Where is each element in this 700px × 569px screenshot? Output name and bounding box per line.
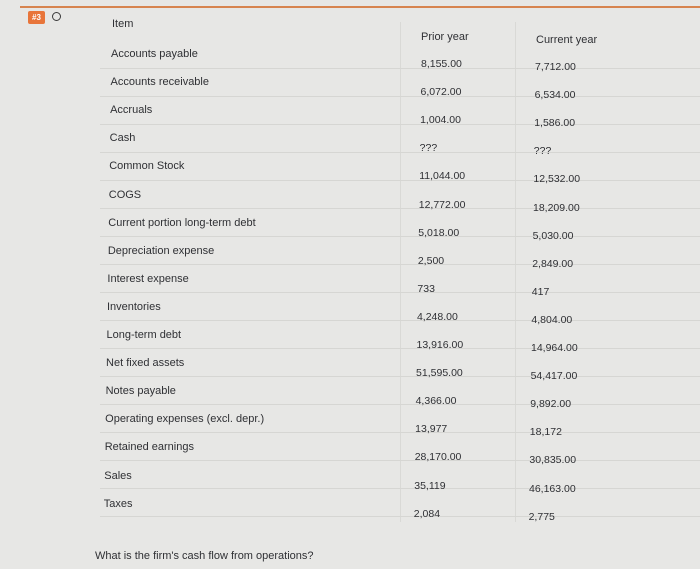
row-item-label: Retained earnings [104, 441, 194, 454]
row-prior-value: 2,500 [417, 254, 445, 267]
row-prior-value: 4,248.00 [416, 310, 458, 323]
table-row [100, 348, 700, 383]
table-row [100, 320, 700, 354]
row-item-label: COGS [108, 188, 142, 201]
status-circle-icon [52, 12, 61, 21]
table-row [100, 236, 700, 270]
row-prior-value: 5,018.00 [418, 226, 460, 239]
row-current-value: 417 [531, 285, 550, 298]
row-prior-value: 11,044.00 [419, 170, 466, 183]
table-row [100, 40, 700, 73]
table-row [100, 488, 700, 523]
row-current-value: 9,892.00 [530, 398, 572, 411]
header-prior-year: Prior year [421, 31, 469, 43]
row-item-label: Notes payable [105, 385, 176, 398]
table-row [100, 376, 700, 411]
row-current-value: 30,835.00 [529, 454, 577, 467]
row-current-value: 6,534.00 [534, 89, 576, 102]
row-item-label: Current portion long-term debt [108, 216, 256, 229]
row-item-label: Cash [109, 132, 136, 145]
row-item-label: Accounts receivable [110, 76, 209, 89]
table-row [100, 404, 700, 439]
row-item-label: Depreciation expense [107, 244, 215, 257]
table-row [100, 152, 700, 186]
table-row [100, 180, 700, 214]
table-row [100, 68, 700, 102]
top-accent-line [20, 6, 700, 8]
row-item-label: Long-term debt [106, 329, 182, 341]
row-current-value: 12,532.00 [533, 173, 581, 186]
row-prior-value: 13,977 [415, 423, 448, 436]
row-current-value: 46,163.00 [529, 482, 576, 495]
row-item-label: Inventories [106, 300, 161, 313]
row-current-value: ??? [533, 145, 552, 158]
row-current-value: 18,172 [529, 426, 562, 439]
row-current-value: 2,775 [528, 510, 555, 523]
row-prior-value: 28,170.00 [414, 451, 462, 464]
row-item-label: Accruals [110, 104, 153, 117]
row-prior-value: 35,119 [414, 479, 446, 492]
row-current-value: 18,209.00 [533, 201, 580, 214]
row-item-label: Accounts payable [111, 48, 198, 60]
row-current-value: 1,586.00 [534, 117, 576, 130]
row-prior-value: ??? [419, 142, 438, 155]
row-prior-value: 1,004.00 [420, 114, 461, 127]
row-current-value: 4,804.00 [531, 313, 573, 326]
row-prior-value: 51,595.00 [416, 367, 463, 380]
row-item-label: Operating expenses (excl. depr.) [105, 413, 265, 426]
table-row [100, 264, 700, 298]
row-prior-value: 733 [417, 282, 435, 295]
table-row [100, 292, 700, 326]
row-item-label: Taxes [103, 497, 133, 510]
row-item-label: Interest expense [107, 272, 189, 285]
header-current-year: Current year [536, 34, 598, 46]
question-number-badge: #3 [28, 11, 45, 24]
row-item-label: Common Stock [109, 160, 185, 173]
row-prior-value: 13,916.00 [416, 339, 464, 351]
row-current-value: 7,712.00 [535, 61, 576, 73]
row-current-value: 14,964.00 [531, 342, 578, 354]
table-row [100, 208, 700, 242]
header-item: Item [112, 18, 134, 30]
row-current-value: 54,417.00 [530, 370, 578, 383]
row-current-value: 2,849.00 [532, 257, 574, 270]
row-prior-value: 4,366.00 [415, 395, 457, 408]
table-row [100, 460, 700, 495]
question-text: What is the firm's cash flow from operations? [95, 550, 314, 562]
row-item-label: Sales [104, 469, 132, 482]
row-prior-value: 12,772.00 [418, 198, 466, 211]
row-prior-value: 6,072.00 [420, 86, 462, 99]
table-row [100, 432, 700, 467]
row-prior-value: 2,084 [413, 507, 441, 520]
table-row [100, 124, 700, 158]
row-prior-value: 8,155.00 [421, 58, 462, 70]
row-current-value: 5,030.00 [532, 229, 574, 242]
row-item-label: Net fixed assets [106, 357, 185, 370]
table-row [100, 96, 700, 130]
